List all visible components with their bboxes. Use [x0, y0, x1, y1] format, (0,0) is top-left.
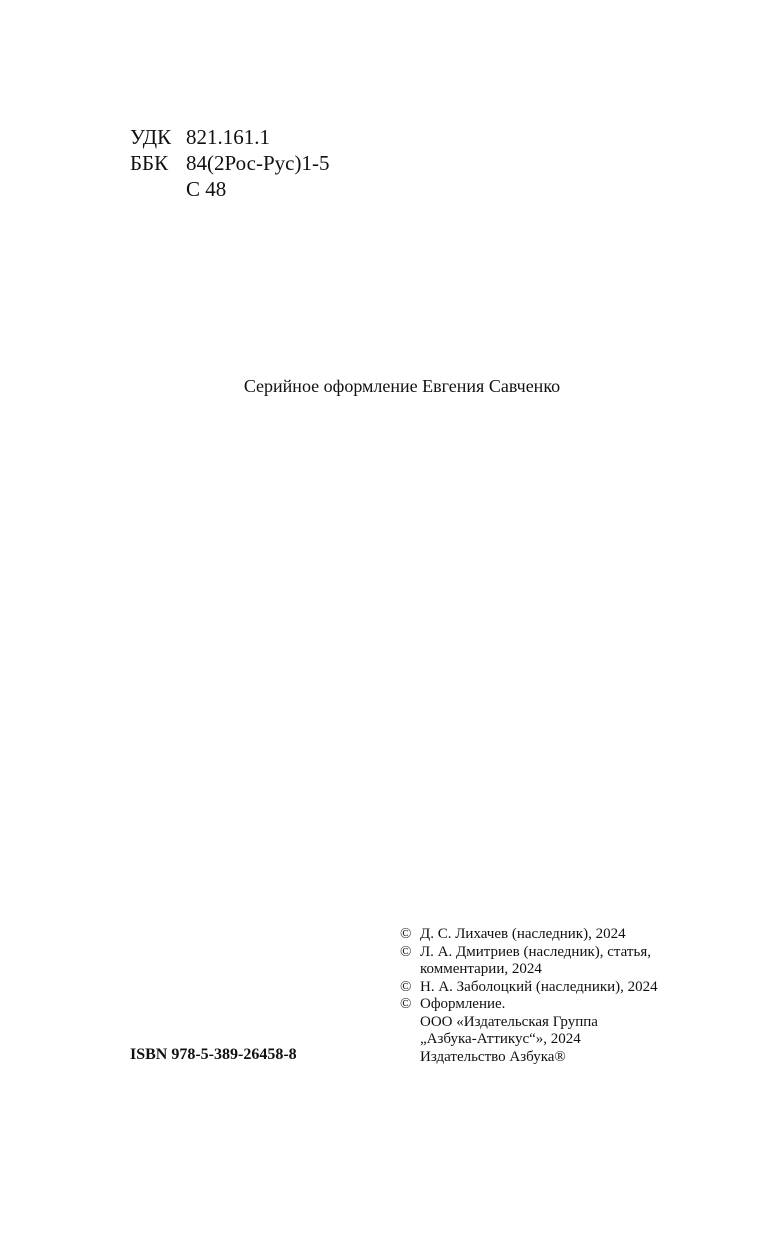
udk-value: 821.161.1	[186, 125, 270, 149]
classification-block	[130, 124, 329, 202]
copyright-item	[400, 979, 700, 997]
bbk-row	[130, 150, 329, 176]
author-mark-row	[130, 176, 329, 202]
copyright-symbol: ©	[400, 943, 412, 960]
copyright-line: Н. А. Заболоцкий (наследники), 2024	[420, 978, 658, 995]
isbn: ISBN 978-5-389-26458-8	[130, 1046, 297, 1063]
bbk-label: ББК	[130, 151, 169, 175]
copyright-item	[400, 926, 700, 944]
udk-row	[130, 124, 329, 150]
copyright-block	[400, 926, 700, 1066]
copyright-item	[400, 944, 700, 979]
copyright-item	[400, 996, 700, 1066]
copyright-line: Л. А. Дмитриев (наследник), статья,	[420, 943, 651, 960]
copyright-symbol: ©	[400, 926, 412, 942]
copyright-line: Издательство Азбука®	[420, 1048, 566, 1065]
series-design-credit: Серийное оформление Евгения Савченко	[243, 376, 561, 396]
author-mark: С 48	[186, 177, 227, 201]
bbk-value: 84(2Рос-Рус)1-5	[186, 151, 330, 175]
copyright-line: Д. С. Лихачев (наследник), 2024	[420, 926, 626, 942]
copyright-line: комментарии, 2024	[420, 961, 542, 977]
udk-label: УДК	[130, 125, 172, 149]
copyright-symbol: ©	[400, 978, 412, 995]
copyright-line: Оформление.	[420, 996, 506, 1012]
copyright-line: ООО «Издательская Группа	[420, 1013, 598, 1030]
copyright-line: „Азбука-Аттикус“», 2024	[420, 1031, 581, 1047]
copyright-symbol: ©	[400, 996, 412, 1012]
